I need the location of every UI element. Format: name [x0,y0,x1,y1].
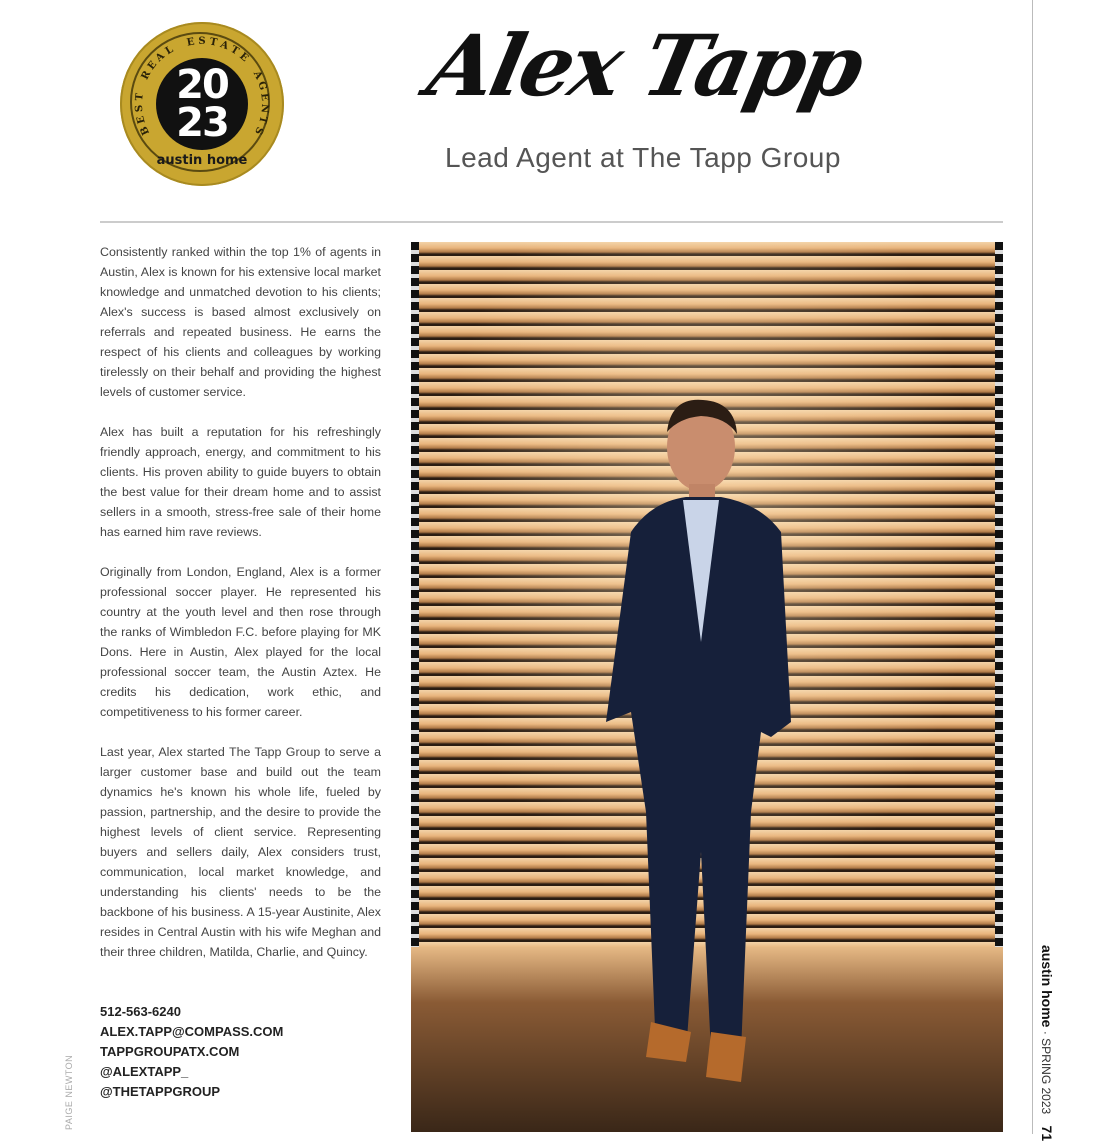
badge-brand: austin home [156,153,248,168]
article-body [100,242,381,962]
badge-arc-letter: A [153,50,167,65]
folio-publication: austin home [1039,945,1055,1028]
badge-arc-letter: E [237,50,251,65]
badge-year-top: 20 [176,62,228,108]
badge-arc-letter: R [139,69,154,82]
badge-arc-letter: A [218,39,230,53]
website-link[interactable]: TAPPGROUPATX.COM [100,1044,240,1059]
badge-arc-letter: T [208,36,218,49]
phone[interactable]: 512-563-6240 [100,1004,181,1019]
page-number: 71 [1039,1125,1055,1141]
contact-info [100,1002,381,1102]
agent-title: Lead Agent at The Tapp Group [445,142,841,173]
badge-arc-letter: E [135,114,148,125]
badge-arc-letter: S [133,104,146,113]
photo-credit: PAIGE NEWTON [64,1054,74,1130]
badge-arc-letter: L [163,44,176,58]
badge-arc-letter: N [258,103,271,114]
badge-arc-letter: E [258,92,271,102]
slat-edge [995,242,1003,952]
badge-arc-letter: A [250,69,265,82]
paragraph: Consistently ranked within the top 1% of agents in Austin, Alex is known for his extensive local market knowledge and unmatched devotion to his clients; Alex's success is based almost exclusively on referrals and repeated business. He earns the respect of his clients and colleagues by working tirelessly on their behalf and providing the highest levels of customer service. [100,245,381,399]
badge-arc-text [120,22,284,186]
badge-arc-letter: E [185,36,196,49]
social-handle[interactable]: @THETAPPGROUP [100,1084,221,1099]
badge-arc-letter: E [145,59,160,73]
page-edge-line [1032,0,1033,1134]
badge-arc-letter: T [256,114,269,125]
badge-arc-letter: B [138,124,153,137]
email-link[interactable]: ALEX.TAPP@COMPASS.COM [100,1024,284,1039]
badge-arc-letter: G [255,80,269,92]
agent-figure [591,392,831,1122]
agent-photo [411,242,1003,1132]
paragraph: Last year, Alex started The Tapp Group to serve a larger customer base and build out the team dynamics he's known his whole life, fueled by passion, partnership, and the desire to provide the highest levels of client service. Representing buyers and sellers daily, Alex considers trust, communication, local market knowledge, and understanding his clients' needs to be the backbone of his business. A 15-year Austinite, Alex resides in Central Austin with his wife Meghan and their three children, Matilda, Charlie, and Quincy. [100,745,381,959]
text-column [100,242,381,1102]
paragraph: Alex has built a reputation for his refreshingly friendly approach, energy, and commitment to his clients. His proven ability to guide buyers to obtain the best value for their dream home and to assist sellers in a smooth, stress-free sale of their home has earned him rave reviews. [100,425,381,539]
paragraph: Originally from London, England, Alex is a former professional soccer player. He represented his country at the youth level and then rose through the ranks of Wimbledon F.C. before playing for MK Dons. Here in Austin, Alex played for the local professional soccer team, the Austin Aztex. He credits his dedication, work ethic, and competitiveness to his former career. [100,565,381,719]
badge-arc-letter: S [198,36,206,47]
slat-edge [411,242,419,952]
badge-arc-letter: T [134,92,146,102]
best-agents-2023-badge [120,22,284,186]
badge-arc-letter: T [228,43,241,58]
badge-year-bottom: 23 [176,100,228,146]
header-divider [100,221,1003,223]
folio [1038,945,1055,1141]
agent-name: Alex Tapp [419,16,870,115]
badge-arc-letter: S [252,124,266,137]
instagram-handle[interactable]: @ALEXTAPP_ [100,1064,189,1079]
folio-issue: · SPRING 2023 [1039,1030,1053,1115]
